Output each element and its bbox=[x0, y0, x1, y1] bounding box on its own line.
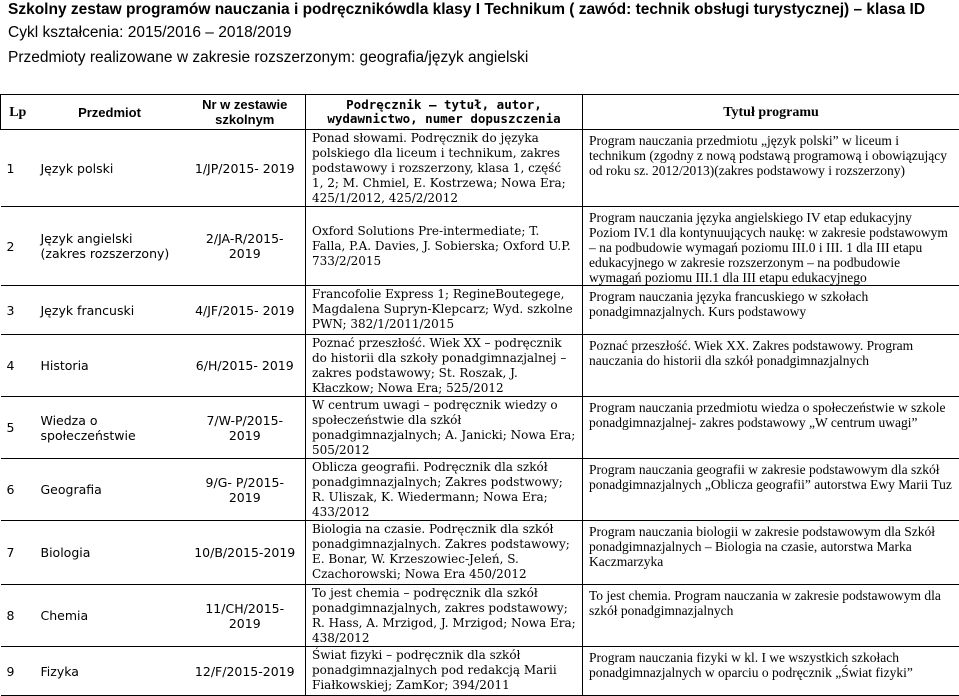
row-subject: Wiedza o społeczeństwie bbox=[35, 397, 185, 459]
row-book: Poznać przeszłość. Wiek XX – podręcznik do historii dla szkoły ponadgimnazjalnej – zakres podstawowy; St. Roszak, J. Kłaczkow; Nowa Era; 525/2012 bbox=[306, 335, 583, 397]
row-program: Program nauczania języka francuskiego w szkołach ponadgimnazjalnych. Kurs podstawowy bbox=[583, 286, 959, 335]
row-lp: 4 bbox=[1, 335, 35, 397]
row-book: Biologia na czasie. Podręcznik dla szkół ponadgimnazjalnych. Zakres podstawowy; E. Bonar, W. Krzeszowiec-Jeleń, S. Czachorowski; Nowa Era 450/2012 bbox=[306, 521, 583, 585]
table-row bbox=[1, 207, 959, 286]
col-header-nr: Nr w zestawie szkolnym bbox=[185, 95, 306, 130]
table-row bbox=[1, 397, 959, 459]
row-lp: 2 bbox=[1, 207, 35, 286]
row-program: Poznać przeszłość. Wiek XX. Zakres podstawowy. Program nauczania do historii dla szkół ponadgimnazjalnych bbox=[583, 335, 959, 397]
row-program: To jest chemia. Program nauczania w zakresie podstawowym dla szkół ponadgimnazjalnych bbox=[583, 585, 959, 647]
row-subject: Język angielski (zakres rozszerzony) bbox=[35, 207, 185, 286]
table-row bbox=[1, 585, 959, 647]
row-nr: 2/JA-R/2015-2019 bbox=[185, 207, 306, 286]
table-header-row bbox=[1, 95, 959, 130]
row-nr: 10/B/2015-2019 bbox=[185, 521, 306, 585]
row-program: Program nauczania przedmiotu wiedza o społeczeństwie w szkole ponadgimnazjalnej- zakres podstawowy „W centrum uwagi” bbox=[583, 397, 959, 459]
row-lp: 8 bbox=[1, 585, 35, 647]
row-program: Program nauczania geografii w zakresie podstawowym dla szkół ponadgimnazjalnych „Oblicza geografii” autorstwa Ewy Marii Tuz bbox=[583, 459, 959, 521]
row-book: Francofolie Express 1; RegineBoutegege, Magdalena Supryn-Klepcarz; Wyd. szkolne PWN; 382/1/2011/2015 bbox=[306, 286, 583, 335]
page-title: Szkolny zestaw programów nauczania i podręcznikówdla klasy I Technikum ( zawód: technik obsługi turystycznej) – klasa ID bbox=[8, 1, 925, 19]
row-nr: 12/F/2015-2019 bbox=[185, 647, 306, 696]
row-program: Program nauczania fizyki w kl. I we wszystkich szkołach ponadgimnazjalnych w oparciu o podręcznik „Świat fizyki” bbox=[583, 647, 959, 696]
table-row bbox=[1, 130, 959, 207]
row-lp: 3 bbox=[1, 286, 35, 335]
table-row bbox=[1, 459, 959, 521]
row-lp: 5 bbox=[1, 397, 35, 459]
row-lp: 7 bbox=[1, 521, 35, 585]
col-header-lp: Lp bbox=[1, 95, 35, 130]
table-row bbox=[1, 647, 959, 696]
row-subject: Geografia bbox=[35, 459, 185, 521]
row-book: Świat fizyki – podręcznik dla szkół ponadgimnazjalnych pod redakcją Marii Fiałkowskiej; ZamKor; 394/2011 bbox=[306, 647, 583, 696]
row-program: Program nauczania przedmiotu „język polski” w liceum i technikum (zgodny z nową podstawą programową i obowiązujący od roku sz. 2012/2013)(zakres podstawowy i rozszerzony) bbox=[583, 130, 959, 207]
col-header-subject: Przedmiot bbox=[35, 95, 185, 130]
row-book: Oblicza geografii. Podręcznik dla szkół ponadgimnazjalnych; Zakres podstwowy; R. Uliszak, K. Wiedermann; Nowa Era; 433/2012 bbox=[306, 459, 583, 521]
row-book: To jest chemia – podręcznik dla szkół ponadgimnazjalnych, zakres podstawowy; R. Hass, A. Mrzigod, J. Mrzigod; Nowa Era; 438/2012 bbox=[306, 585, 583, 647]
table-row bbox=[1, 521, 959, 585]
row-subject: Chemia bbox=[35, 585, 185, 647]
row-subject: Fizyka bbox=[35, 647, 185, 696]
row-nr: 1/JP/2015- 2019 bbox=[185, 130, 306, 207]
row-nr: 4/JF/2015- 2019 bbox=[185, 286, 306, 335]
row-subject: Język polski bbox=[35, 130, 185, 207]
row-nr: 11/CH/2015-2019 bbox=[185, 585, 306, 647]
row-nr: 7/W-P/2015- 2019 bbox=[185, 397, 306, 459]
row-nr: 9/G- P/2015- 2019 bbox=[185, 459, 306, 521]
row-book: Oxford Solutions Pre-intermediate; T. Falla, P.A. Davies, J. Sobierska; Oxford U.P. 733/2/2015 bbox=[306, 207, 583, 286]
table-row bbox=[1, 335, 959, 397]
row-lp: 6 bbox=[1, 459, 35, 521]
extended-subjects-line: Przedmioty realizowane w zakresie rozszerzonym: geografia/język angielski bbox=[8, 49, 528, 67]
row-program: Program nauczania biologii w zakresie podstawowym dla Szkół ponadgimnazjalnych – Biologia na czasie, autorstwa Marka Kaczmarzyka bbox=[583, 521, 959, 585]
col-header-program: Tytuł programu bbox=[583, 95, 959, 130]
row-book: Ponad słowami. Podręcznik do języka polskiego dla liceum i technikum, zakres podstawowy i rozszerzony, klasa 1, część 1, 2; M. Chmiel, E. Kostrzewa; Nowa Era; 425/1/2012, 425/2/2012 bbox=[306, 130, 583, 207]
row-lp: 9 bbox=[1, 647, 35, 696]
row-subject: Historia bbox=[35, 335, 185, 397]
cycle-line: Cykl kształcenia: 2015/2016 – 2018/2019 bbox=[8, 24, 292, 42]
row-nr: 6/H/2015- 2019 bbox=[185, 335, 306, 397]
curriculum-table bbox=[0, 94, 959, 696]
col-header-book: Podręcznik – tytuł, autor, wydawnictwo, numer dopuszczenia bbox=[306, 95, 583, 130]
table-row bbox=[1, 286, 959, 335]
row-book: W centrum uwagi – podręcznik wiedzy o społeczeństwie dla szkół ponadgimnazjalnych; A. Janicki; Nowa Era; 505/2012 bbox=[306, 397, 583, 459]
row-lp: 1 bbox=[1, 130, 35, 207]
row-subject: Język francuski bbox=[35, 286, 185, 335]
row-subject: Biologia bbox=[35, 521, 185, 585]
row-program: Program nauczania języka angielskiego IV etap edukacyjny Poziom IV.1 dla kontynuujących naukę: w zakresie podstawowym – na podbudowie wymagań poziomu III.0 i III. 1 dla III etapu edukacyjnego w zakresie rozszerzonym – na podbudowie wymagań poziomu III.1 dla III etapu edukacyjnego bbox=[583, 207, 959, 286]
